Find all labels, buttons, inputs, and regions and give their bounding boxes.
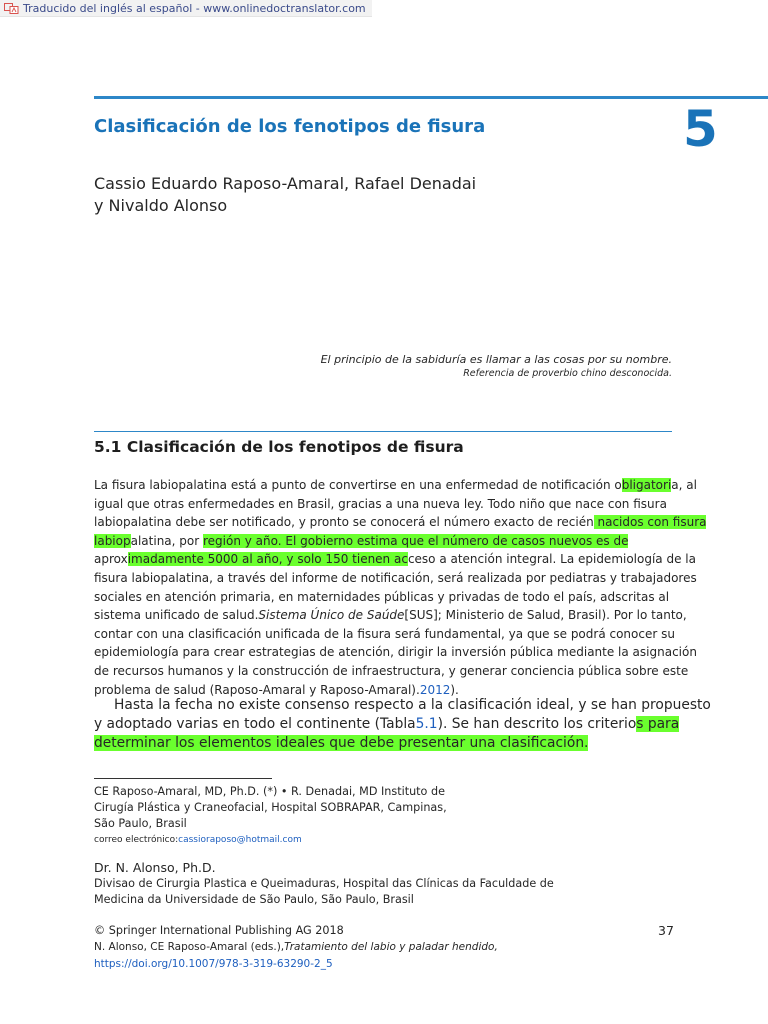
citation <box>94 939 498 955</box>
text-line <box>94 734 684 753</box>
epigraph-quote: El principio de la sabiduría es llamar a las cosas por su nombre. <box>320 353 672 366</box>
text-run: labiopalatina debe ser notificado, y pronto se conocerá el número exacto de recién <box>94 515 594 530</box>
footnote-email <box>94 833 554 847</box>
text-run: ). <box>450 682 459 697</box>
text-line <box>94 532 684 551</box>
citation-text: N. Alonso, CE Raposo-Amaral (eds.), <box>94 941 285 954</box>
epigraph <box>321 352 672 381</box>
text-line <box>94 715 684 734</box>
text-line <box>94 513 707 532</box>
text-line: igual que otras enfermedades en Brasil, gracias a una nueva ley. Todo niño que nace con fisura <box>94 496 667 511</box>
text-run: aprox <box>94 552 128 567</box>
highlighted-text: nacidos con fisura <box>593 515 707 530</box>
chapter-number: 5 <box>683 100 718 158</box>
page-number: 37 <box>658 923 674 938</box>
body-paragraph-2 <box>94 696 711 753</box>
highlighted-text: región y año. El gobierno estima que el número de casos nuevos es de <box>202 533 629 548</box>
body-paragraph <box>94 476 707 699</box>
epigraph-source: Referencia de proverbio chino desconocida. <box>463 368 672 379</box>
text-line: contar con una clasificación unificada de la fisura será fundamental, ya que se podrá conocer su <box>94 626 675 641</box>
footnote-line: Divisao de Cirurgia Plastica e Queimaduras, Hospital das Clínicas da Faculdade de <box>94 876 554 890</box>
translate-icon <box>4 3 19 14</box>
publication-info <box>94 923 498 972</box>
text-line <box>94 550 696 569</box>
italic-term: Sistema Único de Saúde <box>258 608 405 623</box>
text-line: sociales en atención primaria, en maternidades públicas y privadas de todo el país, adscritas al <box>94 589 670 604</box>
authors-line: y Nivaldo Alonso <box>94 196 228 215</box>
footnote-line: São Paulo, Brasil <box>94 817 187 831</box>
text-run: y adoptado varias en todo el continente (Tabla <box>94 716 416 732</box>
banner-text[interactable]: Traducido del inglés al español - www.onlinedoctranslator.com <box>23 1 366 15</box>
highlighted-text: s para <box>636 716 680 732</box>
book-title: Tratamiento del labio y paladar hendido, <box>284 941 498 954</box>
highlighted-text: imadamente 5000 al año, y solo 150 tienen ac <box>127 552 408 567</box>
text-line: de recursos humanos y la construcción de infraestructura, y generar conciencia pública sobre este <box>94 663 689 678</box>
footnote-rule <box>94 778 272 779</box>
text-run: ). Se han descrito los criterio <box>437 716 637 732</box>
chapter-authors <box>94 173 476 217</box>
text-line <box>94 606 687 625</box>
table-link[interactable]: 5.1 <box>415 716 438 732</box>
copyright: © Springer International Publishing AG 2018 <box>94 924 344 937</box>
highlighted-text: labiop <box>94 533 131 548</box>
doi-link[interactable]: https://doi.org/10.1007/978-3-319-63290-2_5 <box>94 957 333 970</box>
authors-line: Cassio Eduardo Raposo-Amaral, Rafael Denadai <box>94 174 477 193</box>
text-run: La fisura labiopalatina está a punto de convertirse en una enfermedad de notificación o <box>94 478 622 492</box>
text-line <box>94 476 697 495</box>
text-run: sistema unificado de salud. <box>94 608 259 623</box>
email-label: correo electrónico: <box>94 834 179 845</box>
text-run: a, al <box>671 478 697 492</box>
footnote-line: CE Raposo-Amaral, MD, Ph.D. (*) • R. Denadai, MD Instituto de <box>94 785 445 798</box>
footnote-author-name: Dr. N. Alonso, Ph.D. <box>94 859 216 875</box>
section-rule <box>94 431 672 432</box>
text-run: alatina, por <box>130 533 203 548</box>
translation-banner[interactable] <box>0 0 372 17</box>
text-run: ceso a atención integral. La epidemiología de la <box>407 552 696 567</box>
chapter-title: Clasificación de los fenotipos de fisura <box>94 116 486 137</box>
highlighted-text: bligatori <box>621 478 672 492</box>
footnote-line: Cirugía Plástica y Craneofacial, Hospital SOBRAPAR, Campinas, <box>94 801 447 815</box>
header-rule <box>94 96 768 99</box>
footnotes <box>94 784 554 908</box>
text-line: epidemiología para crear estrategias de atención, dirigir la inversión pública mediante la asignación <box>94 645 697 660</box>
footnote-line: Medicina da Universidade de São Paulo, São Paulo, Brasil <box>94 892 414 906</box>
email-link[interactable]: cassioraposo@hotmail.com <box>178 834 302 845</box>
section-title: 5.1 Clasificación de los fenotipos de fisura <box>94 438 464 456</box>
text-run: problema de salud (Raposo-Amaral y Raposo-Amaral). <box>94 682 420 697</box>
text-line: fisura labiopalatina, a través del informe de notificación, será realizada por pediatras y trabajadores <box>94 570 697 585</box>
text-line: Hasta la fecha no existe consenso respecto a la clasificación ideal, y se han propuesto <box>114 697 711 713</box>
highlighted-text: determinar los elementos ideales que debe presentar una clasificación. <box>94 735 589 751</box>
citation-link[interactable]: 2012 <box>419 682 451 697</box>
text-run: [SUS]; Ministerio de Salud, Brasil). Por lo tanto, <box>404 608 687 623</box>
